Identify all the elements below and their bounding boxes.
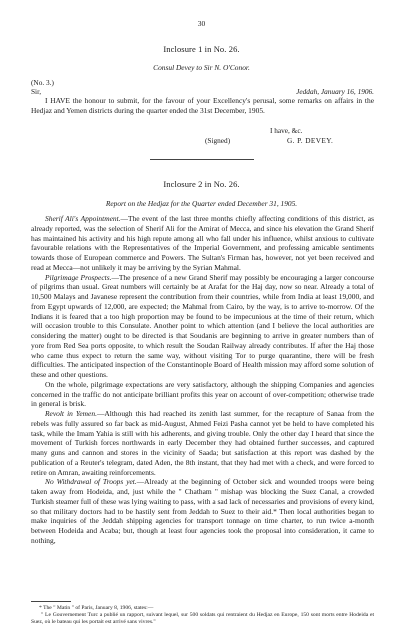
footnote — [31, 605, 374, 627]
letter-body-paragraph: I HAVE the honour to submit, for the favour of your Excellency's perusal, some remarks on affairs in the Hedjaz and Yemen districts during the quarter ended the 31st December, 1905. — [31, 96, 374, 115]
paragraph-lead: Pilgrimage Prospects. — [45, 272, 112, 282]
inclosure1-subheading: Consul Devey to Sir N. O'Conor. — [153, 63, 250, 72]
letter-number: (No. 3.) — [31, 78, 54, 87]
paragraph-lead: Revolt in Yemen. — [45, 409, 97, 418]
paragraph-lead: Sherif Ali's Appointment. — [45, 214, 121, 223]
section-divider — [150, 159, 254, 160]
paragraph-text: —The event of the last three months chiefly affecting conditions of this district, as already reported, was the selection of Sherif Ali for the Amirat of Mecca, and since his elevation the Grand Sherif has maintained his activity and his high repute among all who fall under his influence, whilst anxious to cultivate favourable relations with the Representatives of the Imperial Government, and professing amicable sentiments towards those of European commerce and Powers. The Sultan's Firman has, however, not yet been received and read at Mecca—not unlikely it may be arriving by the Syrian Mahmal. — [31, 214, 374, 272]
paragraph-text: —Already at the beginning of October sick and wounded troops were being taken away from Hodeida, and, just while the " Chatham " mishap was blocking the Suez Canal, a crowded Turkish steamer full of these was lying waiting to pass, with a sad lack of necessaries and provisions of every kind, so that military doctors had to be hastily sent from Jeddah to Suez to their aid.* Then local authorities began to make inquiries of the Jeddah shipping agencies for transport tonnage on time charter, to run twice a-month between Hodeida and Acaba; but, though at least four agencies took the proposal into consideration, it came to nothing, — [31, 477, 374, 545]
paragraph-text: On the whole, pilgrimage expectations are very satisfactory, although the shipping Companies and agencies concerned in the traffic do not anticipate brilliant profits this year on account of over-competition; otherwise trade in general is brisk. — [31, 379, 374, 409]
paragraph-text: —The presence of a new Grand Sherif may possibly be encouraging a larger concourse of pilgrims than usual. Great numbers will certainly be at Arafat for the Haj day, now so near. Already a total of 10,500 Malays and Javanese represent the contribution from their countries, while from India at least 19,000, and from Egypt upwards of 12,000, are expected; the Mahmal from Cairo, by the way, is to arrive to-morrow. Of the Indians it is feared that a too high proportion may be found to be impecunious at the time of their return, which will occasion trouble to this Consulate. Another point to which attention (and I believe the local authorities are considering the matter) ought to be directed is that Soudanis are beginning to arrive in greater numbers than of yore from Red Sea ports opposite, to which result the Soudan Railway already contributes. If after the Haj those who came thus expect to return the same way, without visiting Tor to purge quarantine, there will be fresh difficulties. The anticipated inspection of the Constantinople Board of Health mission may afford some solution of these and other questions. — [31, 272, 374, 379]
inclosure2-subheading: Report on the Hedjaz for the Quarter ended December 31, 1905. — [105, 199, 298, 208]
report-body — [31, 214, 374, 546]
signature: G. P. DEVEY. — [287, 136, 334, 145]
report-paragraph-appointment — [31, 214, 374, 273]
footnote-quote: " Le Gouvernement Turc a publié un rapport, suivant lequel, sur 500 soldats qui rentraient du Hedjaz en Europe, 150 sont morts entre Hodeida et Suez, où le bateau qui les portait est arrivé sans vivres." — [31, 612, 374, 626]
paragraph-text: —Although this had reached its zenith last summer, for the recapture of Sanaa from the rebels was fully assured so far back as mid-August, Ahmed Feizi Pasha cannot yet be held to have completed his task, while the Imam Yahia is still with his adherents, and giving trouble. Only the other day I heard that since the movement of Turkish forces northwards in early December they had obtained further successes, and captured many guns and cannon and stores in the vicinity of Saada; but satisfaction at this report was dashed by the publication of a Reuter's telegram, dated Aden, the 8th instant, that they had met with a check, and were forced to retire on Amran, awaiting reinforcements. — [31, 409, 375, 477]
footnote-ref: * The " Matin " of Paris, January 8, 1906, states:— — [39, 605, 154, 611]
page-number: 30 — [197, 19, 206, 28]
footnote-rule — [31, 601, 71, 602]
letter-place-date: Jeddah, January 16, 1906. — [296, 87, 374, 96]
letter-body — [31, 96, 374, 116]
inclosure2-heading: Inclosure 2 in No. 26. — [163, 179, 240, 189]
letter-salutation: Sir, — [31, 87, 42, 96]
report-paragraph-yemen — [31, 409, 374, 477]
inclosure1-heading: Inclosure 1 in No. 26. — [163, 44, 240, 54]
signed-label: (Signed) — [205, 136, 231, 145]
report-paragraph-pilgrimage — [31, 273, 374, 380]
paragraph-lead: No Withdrawal of Troops yet. — [45, 477, 137, 487]
letter-closing: I have, &c. — [270, 126, 303, 135]
report-paragraph-troops — [31, 477, 374, 545]
report-paragraph-expectations — [31, 380, 374, 409]
